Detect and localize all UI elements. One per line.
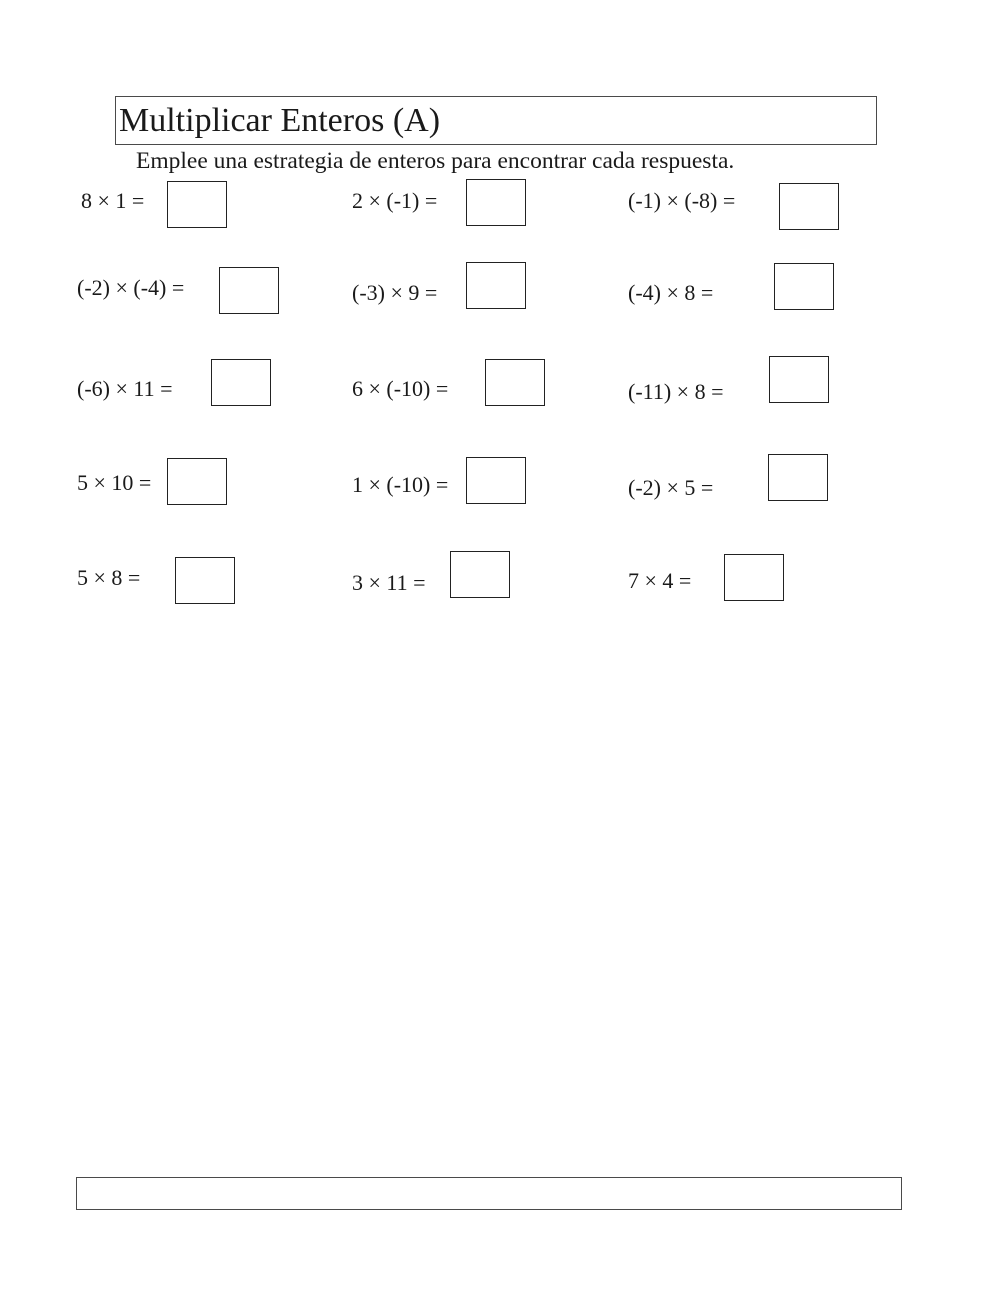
problem-label: (-4) × 8 = xyxy=(628,280,714,305)
problem-label: (-1) × (-8) = xyxy=(628,188,736,213)
problem-label: 1 × (-10) = xyxy=(352,472,449,497)
problem-label: 8 × 1 = xyxy=(81,188,145,213)
answer-box[interactable] xyxy=(167,181,227,228)
answer-box[interactable] xyxy=(466,179,526,226)
answer-box[interactable] xyxy=(779,183,839,230)
answer-box[interactable] xyxy=(219,267,279,314)
problem-label: (-2) × 5 = xyxy=(628,475,714,500)
worksheet-title: Multiplicar Enteros (A) xyxy=(119,102,441,139)
answer-box[interactable] xyxy=(466,262,526,309)
answer-box[interactable] xyxy=(768,454,828,501)
problem-label: 3 × 11 = xyxy=(352,570,426,595)
problem-label: (-2) × (-4) = xyxy=(77,275,185,300)
problem-label: 7 × 4 = xyxy=(628,568,692,593)
problem-label: (-11) × 8 = xyxy=(628,379,724,404)
answer-box[interactable] xyxy=(450,551,510,598)
answer-box[interactable] xyxy=(175,557,235,604)
instructions: Emplee una estrategia de enteros para encontrar cada respuesta. xyxy=(136,148,735,174)
problem-label: (-3) × 9 = xyxy=(352,280,438,305)
footer-box xyxy=(76,1177,902,1210)
answer-box[interactable] xyxy=(769,356,829,403)
answer-box[interactable] xyxy=(167,458,227,505)
answer-box[interactable] xyxy=(724,554,784,601)
problem-label: 6 × (-10) = xyxy=(352,376,449,401)
answer-box[interactable] xyxy=(211,359,271,406)
problem-label: (-6) × 11 = xyxy=(77,376,173,401)
problem-label: 5 × 10 = xyxy=(77,470,152,495)
answer-box[interactable] xyxy=(466,457,526,504)
answer-box[interactable] xyxy=(485,359,545,406)
problem-label: 2 × (-1) = xyxy=(352,188,438,213)
answer-box[interactable] xyxy=(774,263,834,310)
problem-label: 5 × 8 = xyxy=(77,565,141,590)
title-box xyxy=(115,96,877,145)
